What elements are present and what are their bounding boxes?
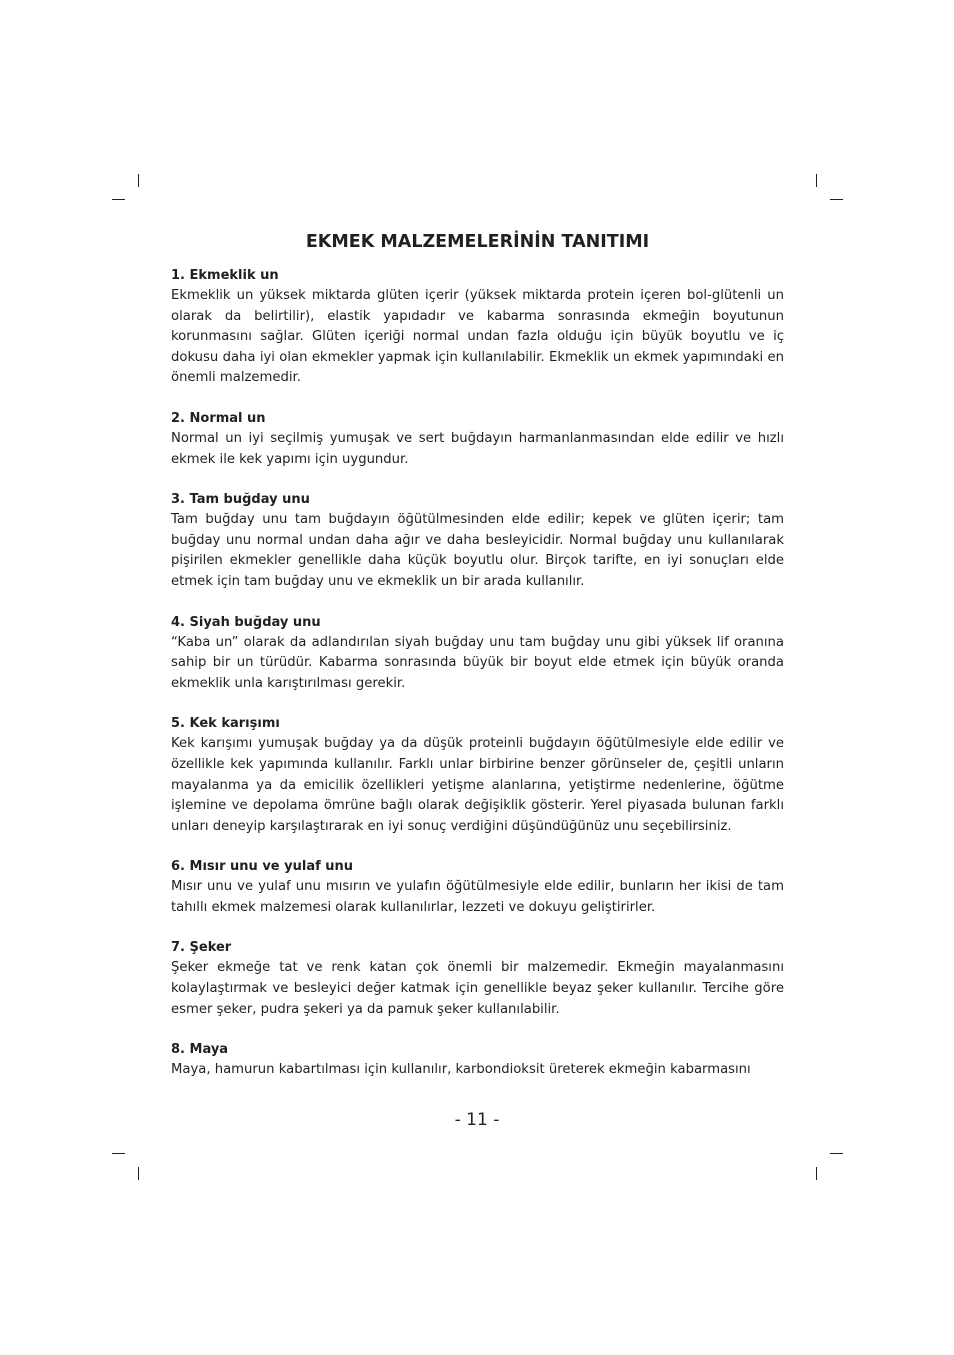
page-number: - 11 - xyxy=(454,1110,500,1130)
section-seker xyxy=(171,938,784,1020)
section-heading: 2. Normal un xyxy=(171,410,266,426)
crop-mark-bottom-left-horizontal xyxy=(112,1153,125,1154)
section-body: Şeker ekmeğe tat ve renk katan çok önemli bir malzemedir. Ekmeğin mayalanmasını kolaylaştırmak ve besleyici değer katmak için genellikle beyaz şeker kullanılır. Tercihe göre esmer şeker, pudra şekeri ya da pamuk şeker kullanılabilir. xyxy=(171,960,784,1017)
section-body: Maya, hamurun kabartılması için kullanılır, karbondioksit üreterek ekmeğin kabarmasını xyxy=(171,1062,751,1078)
crop-mark-bottom-right-horizontal xyxy=(830,1153,843,1154)
section-heading: 7. Şeker xyxy=(171,940,232,956)
section-heading: 4. Siyah buğday unu xyxy=(171,614,321,630)
section-ekmeklik-un xyxy=(171,266,784,389)
section-body: Tam buğday unu tam buğdayın öğütülmesinden elde edilir; kepek ve glüten içerir; tam buğday unu normal undan daha ağır ve daha besleyicidir. Normal buğday unu kullanılarak pişirilen ekmekler genellikle daha küçük boyutlu olur. Birçok tarifte, en iyi sonuçları elde etmek için tam buğday unu ve ekmeklik un bir arada kullanılır. xyxy=(171,512,784,589)
section-siyah-bugday-unu xyxy=(171,613,784,695)
crop-mark-top-right-vertical xyxy=(816,174,817,187)
section-body: Ekmeklik un yüksek miktarda glüten içerir (yüksek miktarda protein içeren bol-glütenli un olarak da belirtilir), elastik yapıdadır ve kabarma sonrasında ekmeğin boyutunun korunmasını sağlar. Glüten içeriği normal undan fazla olduğu için büyük boyutlu ve iç dokusu daha iyi olan ekmekler yapmak için kullanılabilir. Ekmeklik un ekmek yapımındaki en önemli malzemedir. xyxy=(171,288,784,386)
section-body: Normal un iyi seçilmiş yumuşak ve sert buğdayın harmanlanmasından elde edilir ve hızlı ekmek ile kek yapımı için uygundur. xyxy=(171,430,784,467)
page-title: EKMEK MALZEMELERİNİN TANITIMI xyxy=(305,232,650,252)
crop-mark-top-left-vertical xyxy=(138,174,139,187)
crop-mark-top-left-horizontal xyxy=(112,199,125,200)
section-body: “Kaba un” olarak da adlandırılan siyah buğday unu tam buğday unu gibi yüksek lif oranına sahip bir un türüdür. Kabarma sonrasında büyük bir boyut elde etmek için büyük oranda ekmeklik unla karıştırılması gerekir. xyxy=(171,634,784,691)
section-heading: 1. Ekmeklik un xyxy=(171,268,279,283)
section-body: Kek karışımı yumuşak buğday ya da düşük proteinli buğdayın öğütülmesiyle elde edilir ve özellikle kek yapımında kullanılır. Farklı unlar birbirine benzer görünseler de, çeşitli unların mayalanma ya da emicilik özellikleri yetişme alanlarına, yetiştirme nedenlerine, öğütme işlemine ve depolama ömrüne bağlı olarak değişiklik gösterir. Yerel piyasada bulunan farklı unları deneyip karşılaştırarak en iyi sonuç verdiğini düşündüğünüz unu seçebilirsiniz. xyxy=(171,736,784,834)
section-normal-un xyxy=(171,409,784,470)
crop-mark-top-right-horizontal xyxy=(830,199,843,200)
section-heading: 8. Maya xyxy=(171,1042,229,1058)
section-tam-bugday-unu xyxy=(171,490,784,592)
crop-mark-bottom-right-vertical xyxy=(816,1167,817,1180)
section-misir-ve-yulaf-unu xyxy=(171,857,784,918)
section-body: Mısır unu ve yulaf unu mısırın ve yulafın öğütülmesiyle elde edilir, bunların her ikisi de tam tahıllı ekmek malzemesi olarak kullanılırlar, lezzeti ve dokuyu geliştirirler. xyxy=(171,879,784,915)
section-heading: 3. Tam buğday unu xyxy=(171,492,310,508)
section-kek-karisimi xyxy=(171,714,784,837)
section-heading: 6. Mısır unu ve yulaf unu xyxy=(171,859,354,875)
crop-mark-bottom-left-vertical xyxy=(138,1167,139,1180)
page-content xyxy=(171,226,784,1081)
section-heading: 5. Kek karışımı xyxy=(171,716,280,732)
section-maya xyxy=(171,1040,784,1081)
